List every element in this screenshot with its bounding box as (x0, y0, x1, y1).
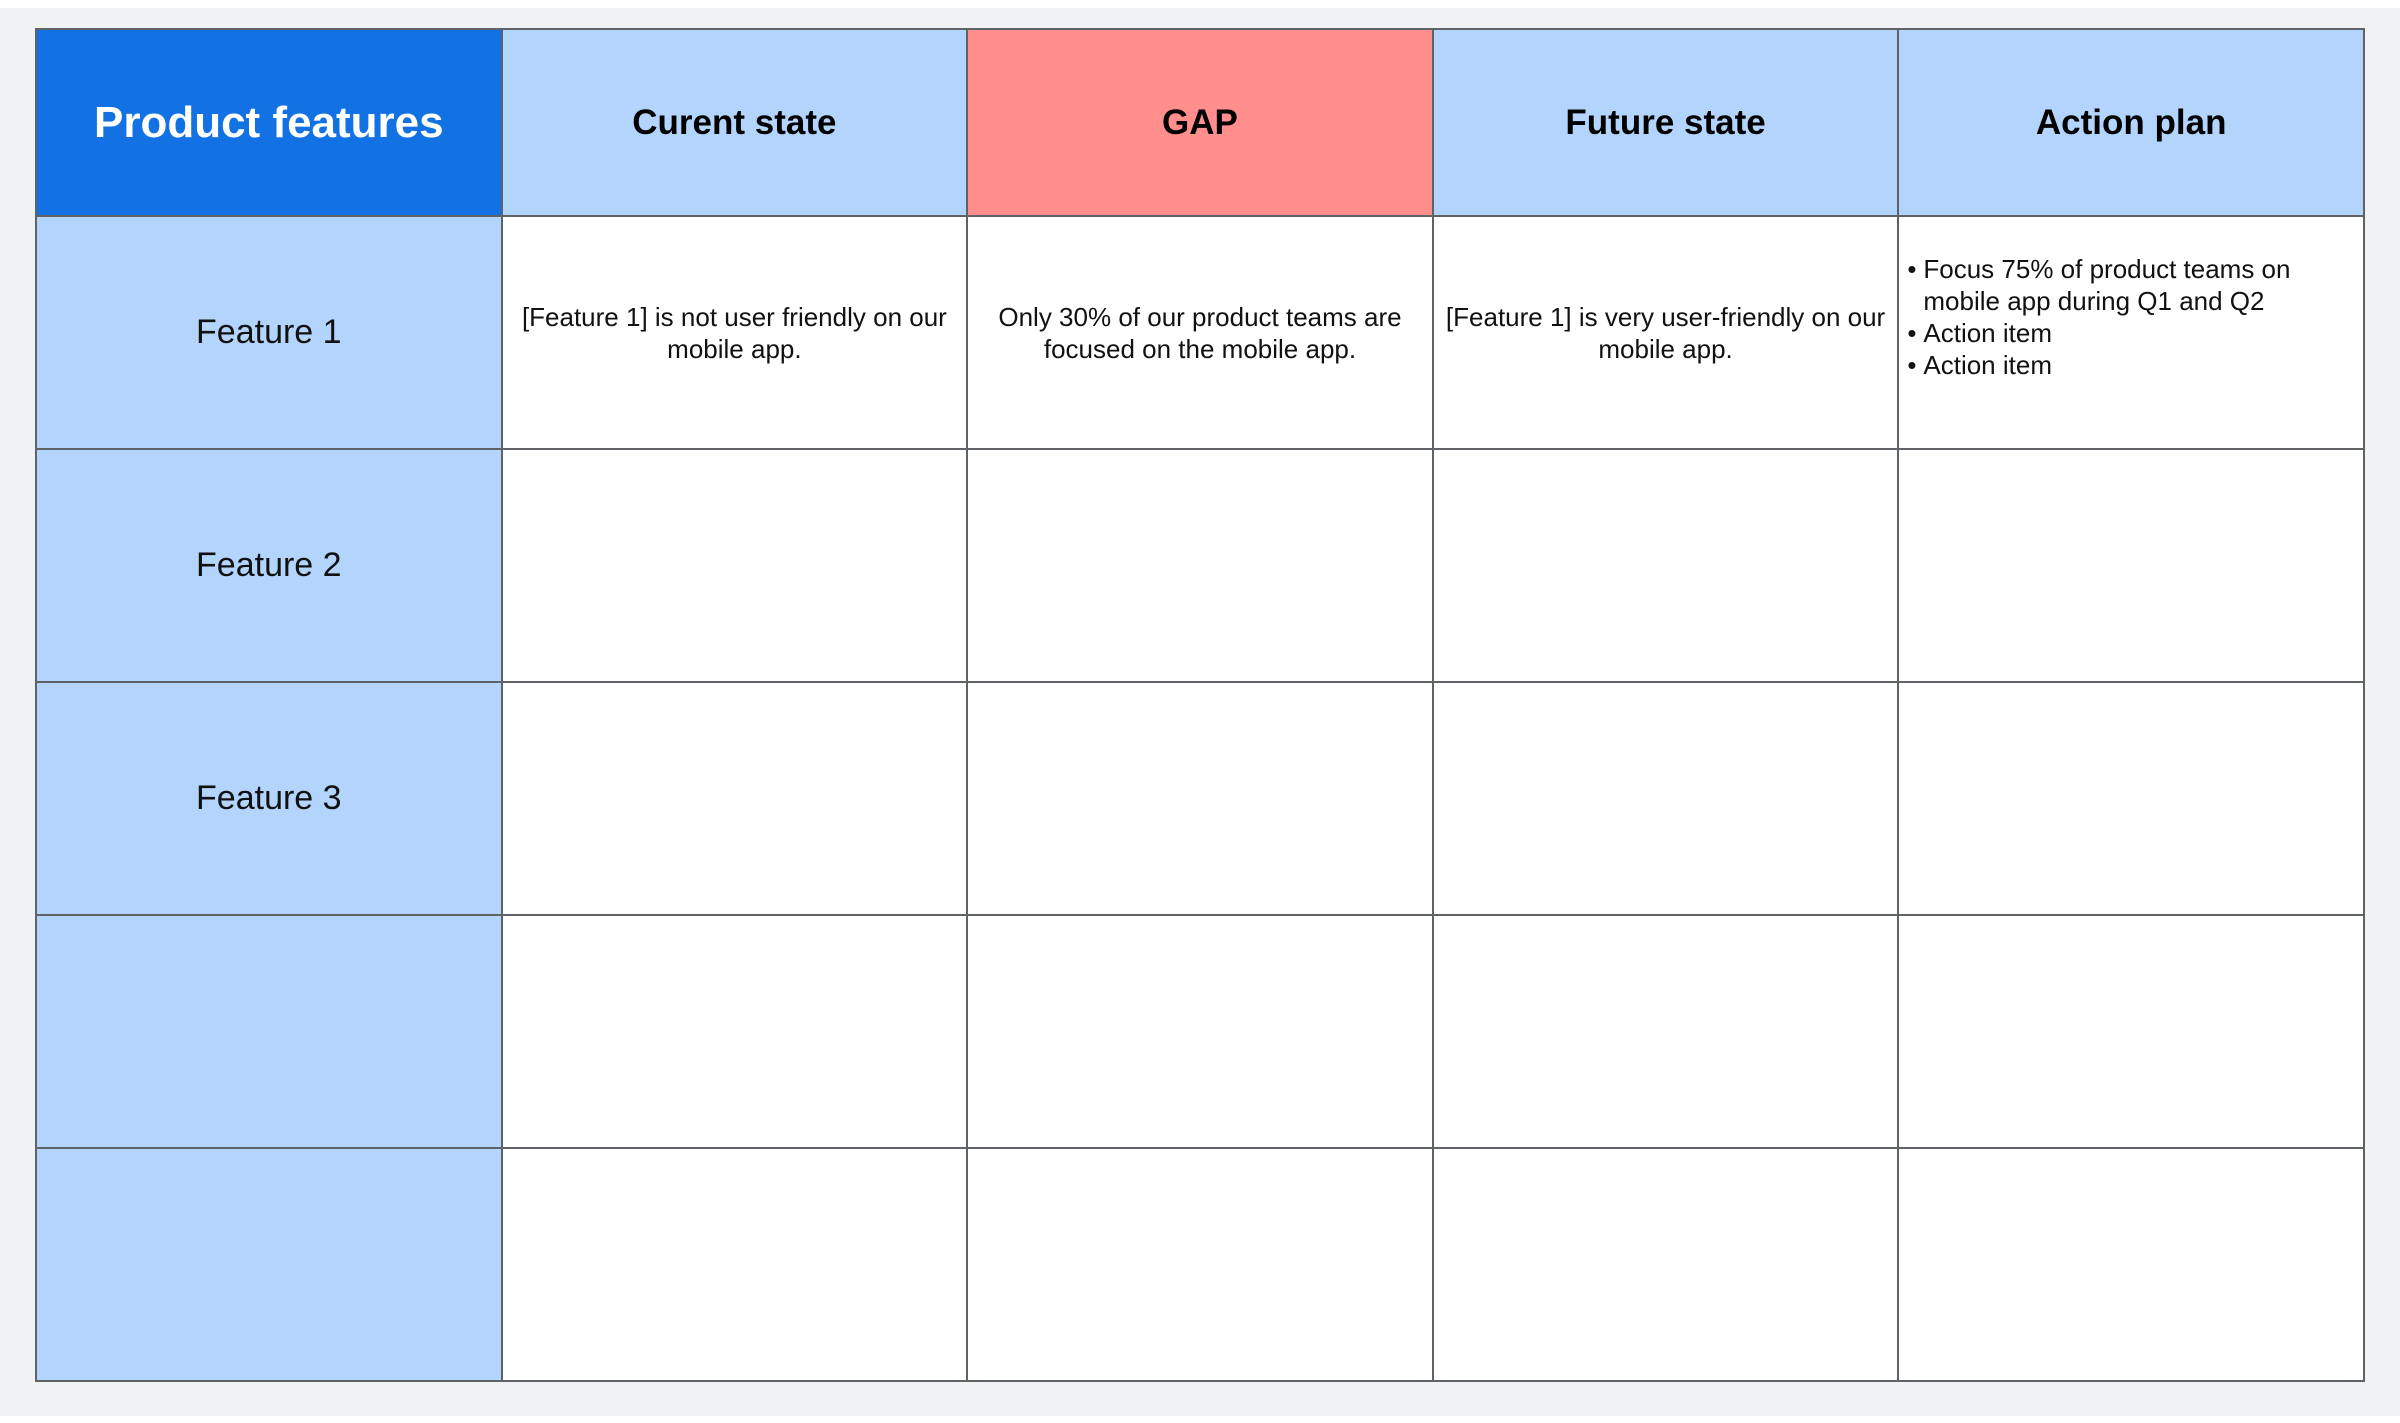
table-row (36, 682, 2364, 915)
bullet-icon: • (1907, 254, 1917, 284)
future-state-cell[interactable] (1433, 449, 1899, 682)
action-plan-list (1907, 253, 2351, 381)
current-state-cell[interactable]: [Feature 1] is not user friendly on our mobile app. (502, 216, 968, 449)
feature-label-cell[interactable] (36, 915, 502, 1148)
table-row (36, 216, 2364, 449)
whiteboard-canvas[interactable] (0, 8, 2400, 1416)
gap-cell[interactable]: Only 30% of our product teams are focused on the mobile app. (967, 216, 1433, 449)
action-plan-cell[interactable] (1898, 1148, 2364, 1381)
feature-label-cell[interactable]: Feature 2 (36, 449, 502, 682)
header-row (36, 29, 2364, 216)
action-item-text: Action item (1923, 318, 2052, 348)
future-state-cell[interactable] (1433, 915, 1899, 1148)
gap-cell[interactable] (967, 449, 1433, 682)
action-plan-cell[interactable] (1898, 682, 2364, 915)
gap-header[interactable]: GAP (967, 29, 1433, 216)
feature-label-cell[interactable]: Feature 1 (36, 216, 502, 449)
action-plan-cell[interactable] (1898, 449, 2364, 682)
current-state-cell[interactable] (502, 1148, 968, 1381)
future-state-header[interactable]: Future state (1433, 29, 1899, 216)
current-state-cell[interactable] (502, 449, 968, 682)
action-item-text: Focus 75% of product teams on mobile app during Q1 and Q2 (1923, 254, 2291, 316)
action-plan-cell[interactable] (1898, 216, 2364, 449)
gap-cell[interactable] (967, 682, 1433, 915)
table-row (36, 915, 2364, 1148)
bullet-icon: • (1907, 350, 1917, 380)
action-item-text: Action item (1923, 350, 2052, 380)
table-row (36, 1148, 2364, 1381)
future-state-cell[interactable] (1433, 682, 1899, 915)
future-state-cell[interactable]: [Feature 1] is very user-friendly on our mobile app. (1433, 216, 1899, 449)
feature-label-cell[interactable] (36, 1148, 502, 1381)
gap-cell[interactable] (967, 1148, 1433, 1381)
gap-cell[interactable] (967, 915, 1433, 1148)
bullet-icon: • (1907, 318, 1917, 348)
current-state-header[interactable]: Curent state (502, 29, 968, 216)
current-state-cell[interactable] (502, 915, 968, 1148)
gap-analysis-table (35, 28, 2365, 1382)
list-item (1907, 349, 2351, 381)
product-features-header[interactable]: Product features (36, 29, 502, 216)
action-plan-header[interactable]: Action plan (1898, 29, 2364, 216)
current-state-cell[interactable] (502, 682, 968, 915)
feature-label-cell[interactable]: Feature 3 (36, 682, 502, 915)
table-row (36, 449, 2364, 682)
list-item (1907, 317, 2351, 349)
list-item (1907, 253, 2351, 317)
action-plan-cell[interactable] (1898, 915, 2364, 1148)
future-state-cell[interactable] (1433, 1148, 1899, 1381)
